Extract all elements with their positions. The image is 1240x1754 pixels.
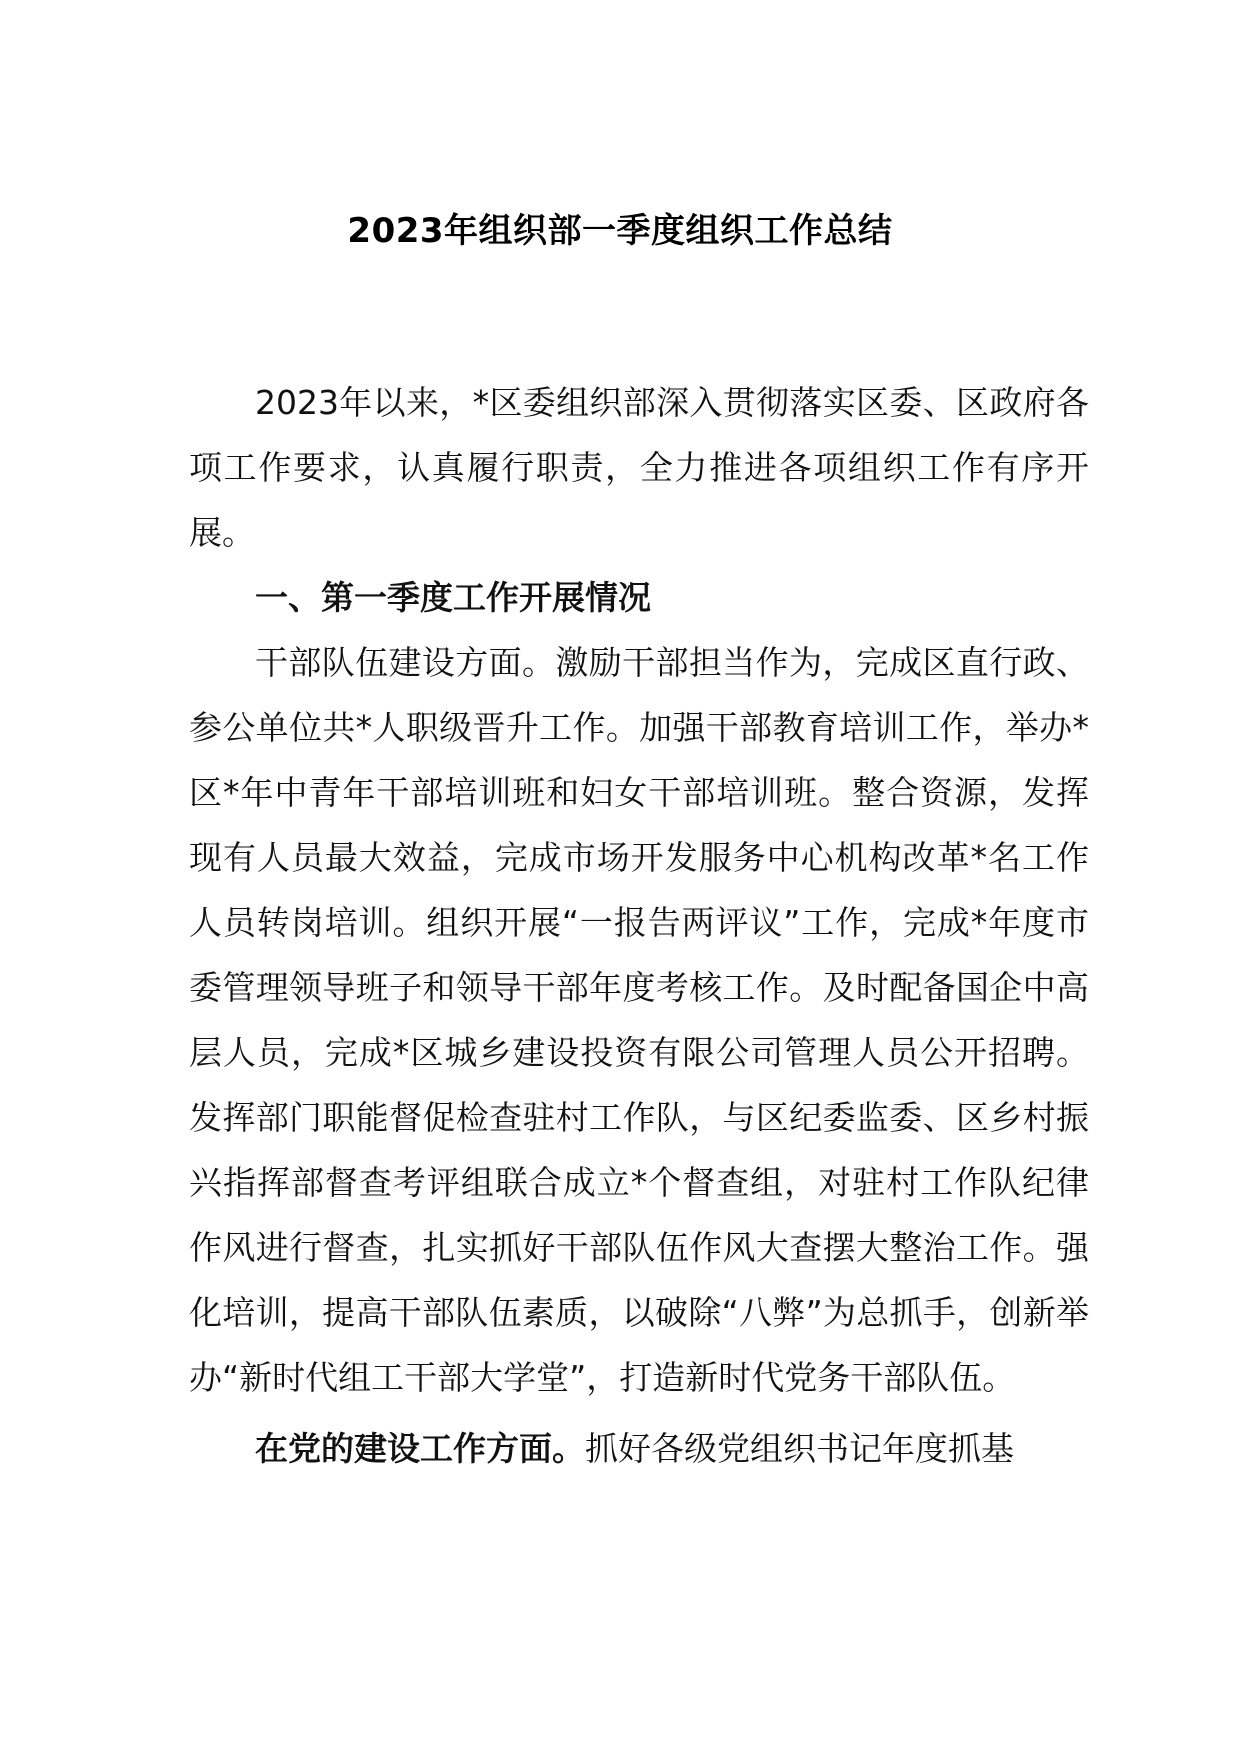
cadre-team-paragraph: 干部队伍建设方面。激励干部担当作为，完成区直行政、参公单位共*人职级晋升工作。加强干部教育培训工作，举办*区*年中青年干部培训班和妇女干部培训班。整合资源，发挥现有人员最大效益，完成市场开发服务中心机构改革*名工作人员转岗培训。组织开展“一报告两评议”工作，完成*年度市委管理领导班子和领导干部年度考核工作。及时配备国企中高层人员，完成*区城乡建设投资有限公司管理人员公开招聘。发挥部门职能督促检查驻村工作队，与区纪委监委、区乡村振兴指挥部督查考评组联合成立*个督查组，对驻村工作队纪律作风进行督查，扎实抓好干部队伍作风大查摆大整治工作。强化培训，提高干部队伍素质，以破除“八弊”为总抓手，创新举办“新时代组工干部大学堂”，打造新时代党务干部队伍。 [189, 643, 1089, 1397]
party-building-paragraph [189, 1416, 1089, 1481]
document-body [189, 370, 1089, 1481]
party-building-text: 抓好各级党组织书记年度抓基 [585, 1429, 1014, 1468]
intro-paragraph: 2023年以来，*区委组织部深入贯彻落实区委、区政府各项工作要求，认真履行职责，全力推进各项组织工作有序开展。 [189, 383, 1089, 552]
document-title: 2023年组织部一季度组织工作总结 [347, 211, 893, 251]
party-building-lead: 在党的建设工作方面。 [255, 1429, 585, 1468]
section-heading: 一、第一季度工作开展情况 [255, 578, 651, 617]
